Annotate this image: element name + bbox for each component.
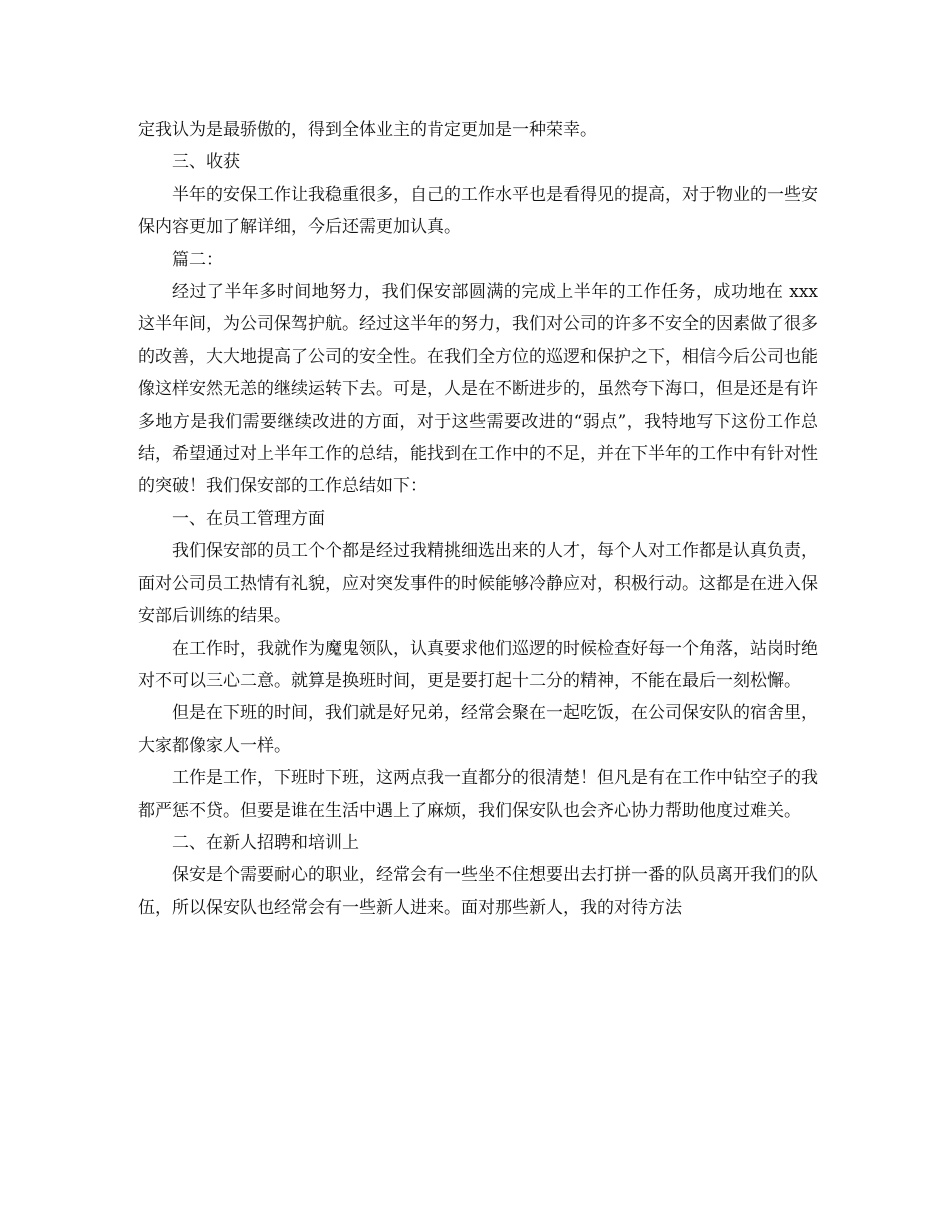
heading-part-two: 篇二： xyxy=(172,249,223,270)
paragraph-3: 半年的安保工作让我稳重很多，自己的工作水平也是看得见的提高，对于物业的一些安保内容更加了解详细，今后还需更加认真。 xyxy=(138,184,818,238)
paragraph-7: 我们保安部的员工个个都是经过我精挑细选出来的人才，每个人对工作都是认真负责，面对公司员工热情有礼貌，应对突发事件的时候能够冷静应对，积极行动。这都是在进入保安部后训练的结果。 xyxy=(138,541,818,627)
heading-recruitment-training: 二、在新人招聘和培训上 xyxy=(172,832,359,853)
paragraph-12: 保安是个需要耐心的职业，经常会有一些坐不住想要出去打拼一番的队员离开我们的队伍，所以保安队也经常会有一些新人进来。面对那些新人，我的对待方法 xyxy=(138,865,818,918)
heading-staff-management: 一、在员工管理方面 xyxy=(172,508,325,529)
paragraph-10: 工作是工作，下班时下班，这两点我一直都分的很清楚！但凡是有在工作中钻空子的我都严惩不贷。但要是谁在生活中遇上了麻烦，我们保安队也会齐心协力帮助他度过难关。 xyxy=(138,768,818,821)
paragraph-5: 经过了半年多时间地努力，我们保安部圆满的完成上半年的工作任务，成功地在 xxx 这半年间，为公司保驾护航。经过这半年的努力，我们对公司的许多不安全的因素做了很多的改善，大大地提高了公司的安全性。在我们全方位的巡逻和保护之下，相信今后公司也能像这样安然无恙的继续运转下去。可是，人是在不断进步的，虽然夸下海口，但是还是有许多地方是我们需要继续改进的方面，对于这些需要改进的“弱点”，我特地写下这份工作总结，希望通过对上半年工作的总结，能找到在工作中的不足，并在下半年的工作中有针对性的突破！我们保安部的工作总结如下： xyxy=(138,282,818,497)
paragraph-9: 但是在下班的时间，我们就是好兄弟，经常会聚在一起吃饭，在公司保安队的宿舍里，大家都像家人一样。 xyxy=(138,703,818,756)
document-body xyxy=(138,114,818,924)
heading-harvest: 三、收获 xyxy=(172,152,240,173)
paragraph-1: 定我认为是最骄傲的，得到全体业主的肯定更加是一种荣幸。 xyxy=(138,120,597,140)
paragraph-8: 在工作时，我就作为魔鬼领队，认真要求他们巡逻的时候检查好每一个角落，站岗时绝对不可以三心二意。就算是换班时间，更是要打起十二分的精神，不能在最后一刻松懈。 xyxy=(138,638,818,691)
